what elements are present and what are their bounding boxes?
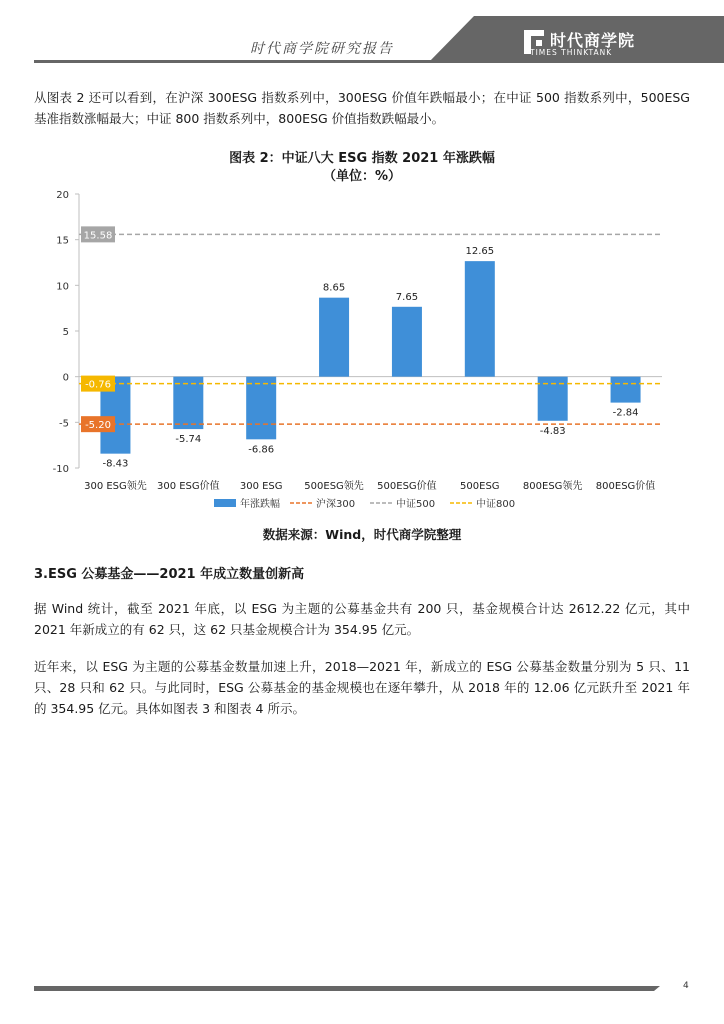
bar-4 — [319, 298, 349, 377]
legend-label: 中证800 — [476, 499, 516, 510]
header-rule — [34, 60, 474, 63]
bar-value-label: 7.65 — [395, 291, 419, 303]
page-number: 4 — [683, 981, 689, 991]
y-tick-label: 0 — [62, 372, 69, 384]
reference-line-label: 15.58 — [83, 230, 113, 242]
bar-2 — [173, 377, 203, 429]
bar-chart — [0, 180, 724, 515]
bar-5 — [392, 307, 422, 377]
bar-value-label: -6.86 — [248, 444, 275, 456]
y-tick-label: 20 — [56, 190, 69, 201]
section-heading: 3.ESG 公募基金——2021 年成立数量创新高 — [34, 567, 305, 582]
y-tick-label: 5 — [62, 327, 69, 338]
legend-swatch-bars — [214, 499, 236, 507]
bar-8 — [611, 377, 641, 403]
logo-english-name: TIMES THINKTANK — [530, 48, 613, 57]
x-category-label: 500ESG — [460, 481, 500, 492]
footer-rule — [34, 986, 654, 991]
y-tick-label: -5 — [59, 418, 69, 430]
bar-value-label: 12.65 — [465, 246, 495, 258]
body-paragraph-fund-stats: 据 Wind 统计，截至 2021 年底，以 ESG 为主题的公募基金共有 200 只，基金规模合计达 2612.22 亿元，其中 2021 年新成立的有 62 只，这 62 只基金规模合计为 354.95 亿元。 — [34, 601, 690, 637]
body-paragraph-fund-growth: 近年来，以 ESG 为主题的公募基金数量加速上升，2018—2021 年，新成立的 ESG 公募基金数量分别为 5 只、11 只、28 只和 62 只。与此同时，ESG 公募基金的基金规模也在逐年攀升，从 2018 年的 12.06 亿元跃升至 2021 年的 354.95 亿元。具体如图表 3 和图表 4 所示。 — [34, 659, 690, 716]
data-source-note: 数据来源：Wind，时代商学院整理 — [262, 527, 462, 542]
chart-title: 图表 2：中证八大 ESG 指数 2021 年涨跌幅 — [229, 151, 495, 166]
x-category-label: 800ESG领先 — [522, 481, 583, 492]
chart-unit: （单位：%） — [322, 169, 402, 184]
bar-value-label: 8.65 — [322, 282, 346, 294]
x-category-label: 500ESG领先 — [304, 481, 364, 492]
y-tick-label: -10 — [52, 464, 69, 475]
x-category-label: 500ESG价值 — [377, 481, 437, 492]
legend-label: 沪深300 — [316, 499, 356, 510]
x-category-label: 300 ESG价值 — [156, 481, 220, 492]
intro-paragraph: 从图表 2 还可以看到，在沪深 300ESG 指数系列中，300ESG 价值年跌幅最小；在中证 500 指数系列中，500ESG 基准指数涨幅最大；中证 800 指数系列中，800ESG 价值指数跌幅最小。 — [34, 90, 690, 126]
reference-line-label: -5.20 — [85, 420, 111, 432]
legend-label: 年涨跌幅 — [240, 499, 280, 510]
reference-line-label: -0.76 — [85, 379, 111, 391]
report-series-title: 时代商学院研究报告 — [250, 41, 394, 57]
bar-value-label: -2.84 — [612, 407, 639, 419]
bar-3 — [246, 377, 276, 440]
x-category-label: 300 ESG领先 — [84, 481, 147, 492]
bar-value-label: -5.74 — [175, 434, 202, 446]
legend-label: 中证500 — [396, 499, 436, 510]
x-category-label: 800ESG价值 — [595, 481, 656, 492]
bar-value-label: -4.83 — [539, 425, 566, 437]
y-tick-label: 10 — [56, 281, 69, 293]
brand-logo — [524, 26, 704, 60]
logo-chinese-name: 时代商学院 — [550, 31, 636, 50]
bar-6 — [465, 261, 495, 377]
bar-value-label: -8.43 — [102, 458, 129, 470]
y-tick-label: 15 — [56, 235, 69, 247]
x-category-label: 300 ESG — [239, 481, 283, 492]
